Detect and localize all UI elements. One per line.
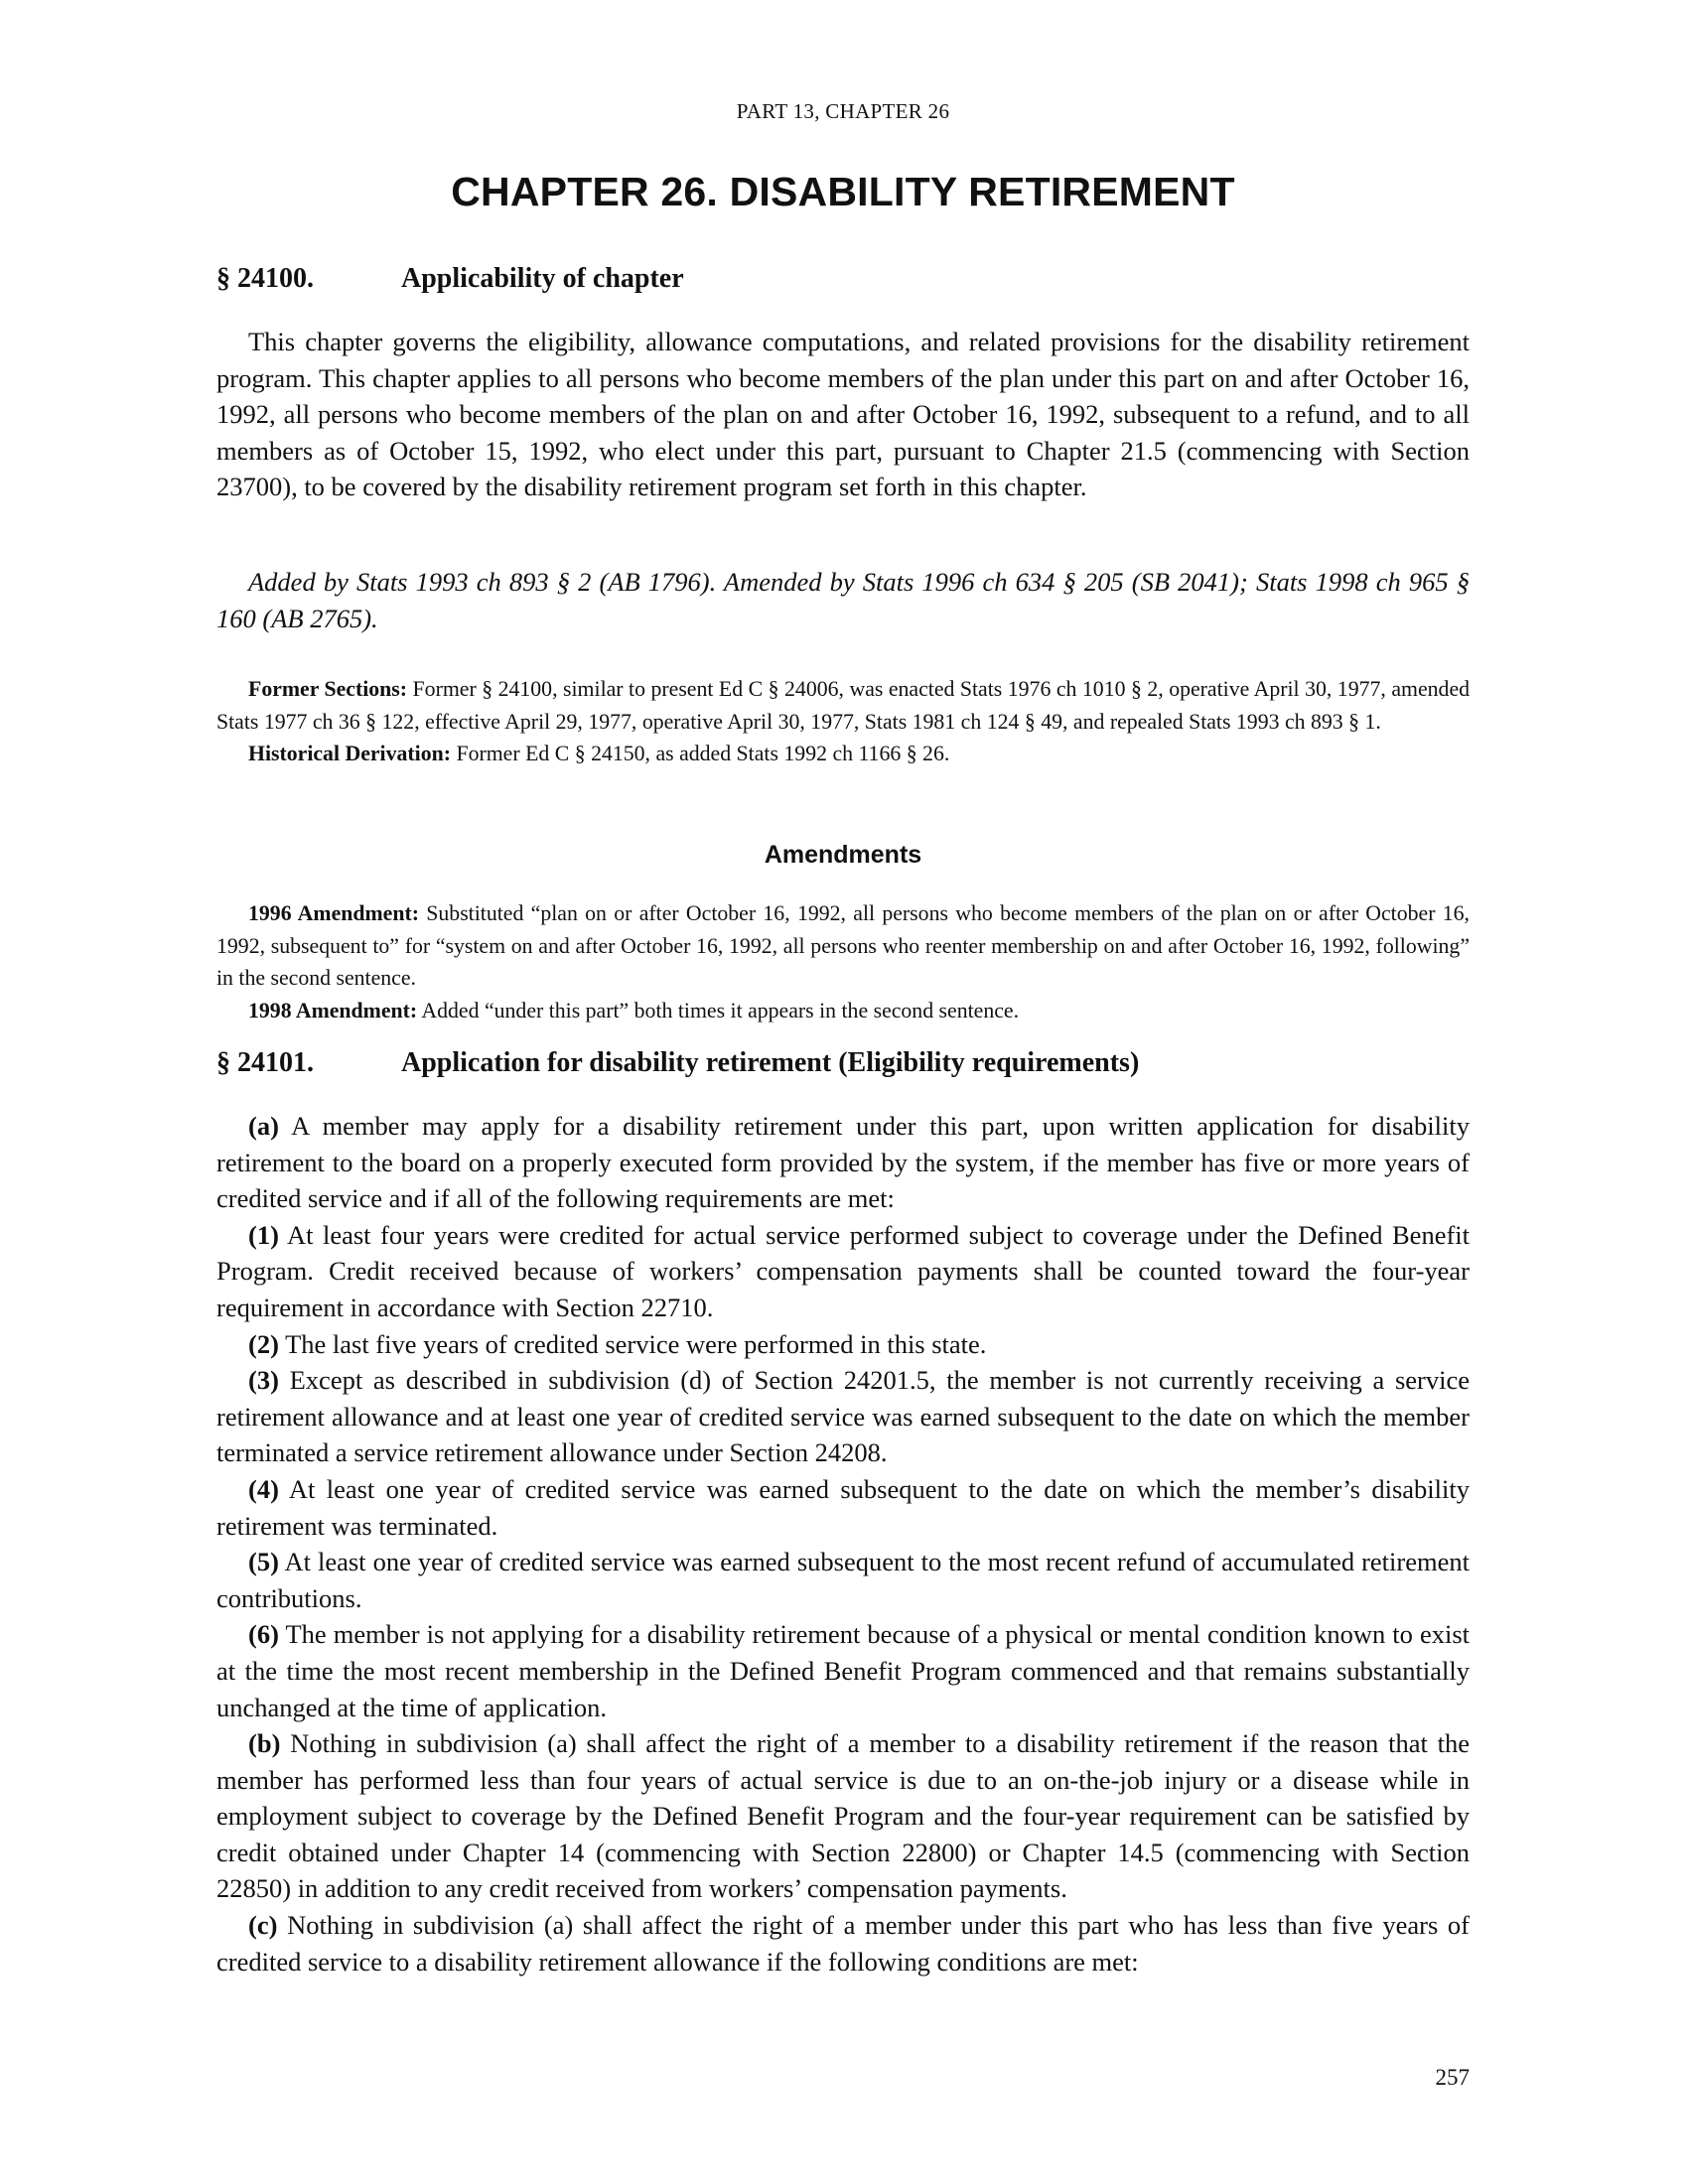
section-heading-24100 <box>216 263 684 295</box>
subdivision-label: (2) <box>248 1328 279 1359</box>
subdivision-label: (4) <box>248 1473 279 1504</box>
former-sections-label: Former Sections: <box>248 677 408 701</box>
former-sections <box>216 673 1470 738</box>
subdivision-label: (1) <box>248 1219 279 1250</box>
subdivision-a-2 <box>216 1326 1470 1363</box>
section-title: Applicability of chapter <box>401 263 684 294</box>
subdivision-label: (b) <box>248 1728 281 1759</box>
chapter-title: CHAPTER 26. DISABILITY RETIREMENT <box>451 169 1235 214</box>
subdivision-a-3 <box>216 1362 1470 1471</box>
subdivision-text: At least one year of credited service was earned subsequent to the date on which the member’s disability retirement was terminated. <box>216 1473 1470 1541</box>
body-paragraph: This chapter governs the eligibility, allowance computations, and related provisions for the disability retirement program. This chapter applies to all persons who become members of the plan under this part on and after October 16, 1992, all persons who become members of the plan on and after October 16, 1992, subsequent to a refund, and to all members as of October 15, 1992, who elect under this part, pursuant to Chapter 21.5 (commencing with Section 23700), to be covered by the disability retirement program set forth in this chapter. <box>216 327 1470 502</box>
historical-derivation <box>216 738 1470 770</box>
subdivision-label: (5) <box>248 1547 279 1577</box>
subdivision-a-6 <box>216 1616 1470 1725</box>
running-header: PART 13, CHAPTER 26 <box>736 99 950 123</box>
amendment-1996 <box>216 897 1470 995</box>
section-number: § 24101. <box>216 1047 314 1078</box>
subdivision-text: At least one year of credited service was earned subsequent to the most recent refund of accumulated retirement contributions. <box>216 1547 1470 1613</box>
historical-derivation-text: Former Ed C § 24150, as added Stats 1992 ch 1166 § 26. <box>456 742 950 766</box>
subdivision-text: At least four years were credited for actual service performed subject to coverage under the Defined Benefit Program. Credit received because of workers’ compensation payments shall be counted toward the four-year requirement in accordance with Section 22710. <box>216 1219 1471 1322</box>
subdivision-text: Except as described in subdivision (d) of Section 24201.5, the member is not currently receiving a service retirement allowance and at least one year of credited service was earned subsequent to the date on which the member terminated a service retirement allowance under Section 24208. <box>216 1365 1470 1468</box>
amendment-1996-text: Substituted “plan on or after October 16, 1992, all persons who become members of the plan on or after October 16, 1992, subsequent to” for “system on and after October 16, 1992, all persons who reenter membership on and after October 16, 1992, following” in the second sentence. <box>216 901 1471 991</box>
subdivision-text: Nothing in subdivision (a) shall affect the right of a member to a disability retirement if the reason that the member has performed less than four years of actual service is due to an on-the-job injury or a disease while in employment subject to coverage by the Defined Benefit Program and the four-year requirement can be satisfied by credit obtained under Chapter 14 (commencing with Section 22800) or Chapter 14.5 (commencing with Section 22850) in addition to any credit received from workers’ compensation payments. <box>216 1728 1470 1904</box>
subdivision-a <box>216 1108 1470 1217</box>
subdivision-label: (6) <box>248 1619 279 1650</box>
subdivision-text: A member may apply for a disability retirement under this part, upon written application for disability retirement to the board on a properly executed form provided by the system, if the member has five or more years of credited service and if all of the following requirements are met: <box>216 1111 1470 1214</box>
subdivision-label: (a) <box>248 1111 279 1141</box>
amendment-1998-text: Added “under this part” both times it appears in the second sentence. <box>421 998 1020 1023</box>
subdivision-a-5 <box>216 1544 1470 1616</box>
section-heading-24101 <box>216 1047 1139 1079</box>
subdivision-c <box>216 1907 1470 1979</box>
amendment-1998 <box>216 995 1470 1027</box>
subdivision-text: The last five years of credited service were performed in this state. <box>285 1328 987 1359</box>
subdivision-a-1 <box>216 1217 1470 1326</box>
section-24100-body <box>216 324 1470 505</box>
amendments-list <box>216 897 1470 1026</box>
section-24101-body <box>216 1108 1470 1979</box>
section-number: § 24100. <box>216 263 314 294</box>
subdivision-label: (c) <box>248 1910 278 1941</box>
amendments-heading: Amendments <box>764 841 922 869</box>
subdivision-b <box>216 1725 1470 1907</box>
former-sections-text: Former § 24100, similar to present Ed C § 24006, was enacted Stats 1976 ch 1010 § 2, operative April 30, 1977, amended Stats 1977 ch 36 § 122, effective April 29, 1977, operative April 30, 1977, Stats 1981 ch 124 § 49, and repealed Stats 1993 ch 893 § 1. <box>216 677 1471 734</box>
amendment-1998-label: 1998 Amendment: <box>248 998 418 1023</box>
page-number: 257 <box>1435 2065 1470 2090</box>
history-note: Added by Stats 1993 ch 893 § 2 (AB 1796). Amended by Stats 1996 ch 634 § 205 (SB 2041); Stats 1998 ch 965 § 160 (AB 2765). <box>216 567 1470 633</box>
historical-derivation-label: Historical Derivation: <box>248 742 451 766</box>
subdivision-text: Nothing in subdivision (a) shall affect the right of a member under this part who has less than five years of credited service to a disability retirement allowance if the following conditions are met: <box>216 1910 1471 1977</box>
subdivision-text: The member is not applying for a disability retirement because of a physical or mental condition known to exist at the time the most recent membership in the Defined Benefit Program commenced and that remains substantially unchanged at the time of application. <box>216 1619 1470 1722</box>
subdivision-label: (3) <box>248 1365 279 1396</box>
section-title: Application for disability retirement (Eligibility requirements) <box>401 1047 1140 1078</box>
former-sections-note <box>216 673 1470 770</box>
subdivision-a-4 <box>216 1471 1470 1544</box>
amendment-1996-label: 1996 Amendment: <box>248 901 419 925</box>
